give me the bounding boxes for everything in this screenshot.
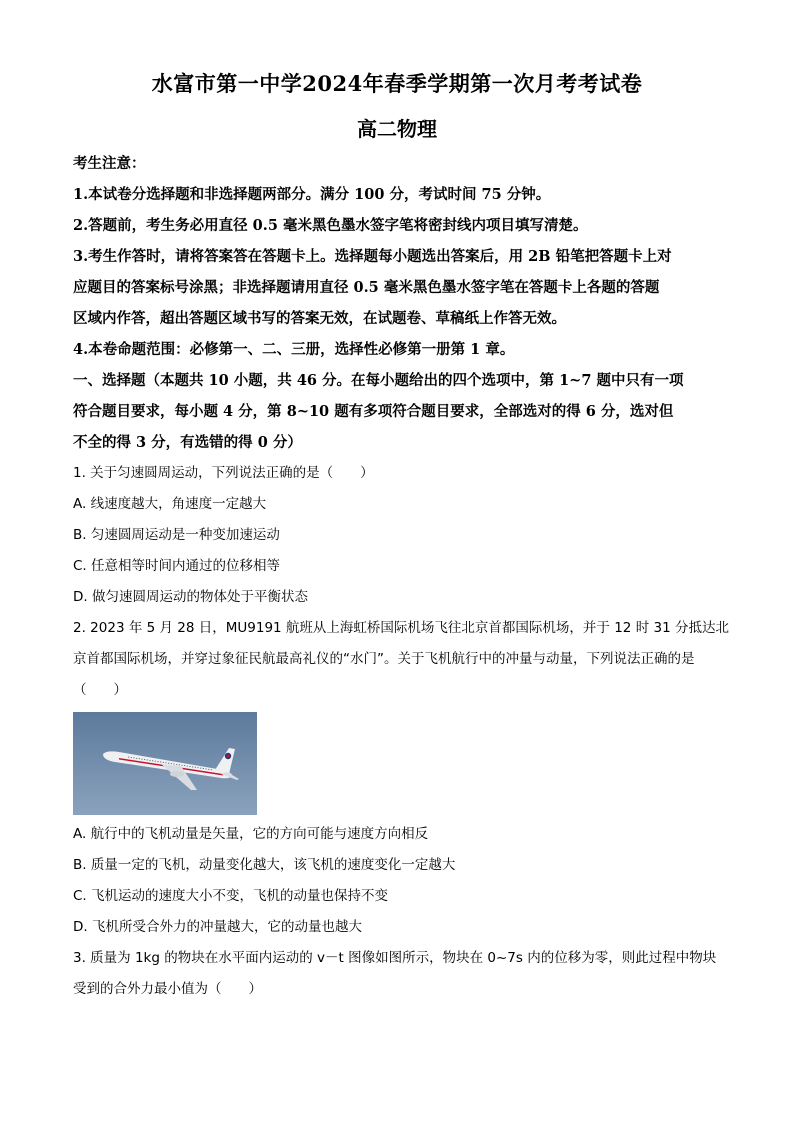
section-heading: 不全的得 3 分，有选错的得 0 分） — [73, 434, 302, 451]
exam-subtitle: 高二物理 — [357, 117, 437, 141]
q3-stem: 3. 质量为 1kg 的物块在水平面内运动的 v－t 图像如图所示，物块在 0~7s 内的位移为零，则此过程中物块 — [73, 950, 717, 966]
notice-heading: 考生注意： — [73, 155, 146, 172]
q2-option: A. 航行中的飞机动量是矢量，它的方向可能与速度方向相反 — [73, 826, 429, 842]
q2-option: C. 飞机运动的速度大小不变，飞机的动量也保持不变 — [73, 888, 389, 904]
q2-option: B. 质量一定的飞机，动量变化越大，该飞机的速度变化一定越大 — [73, 857, 456, 873]
notice-item: 3.考生作答时，请将答案答在答题卡上。选择题每小题选出答案后，用 2B 铅笔把答题卡上对 — [73, 248, 672, 265]
section-heading: 符合题目要求，每小题 4 分，第 8~10 题有多项符合题目要求，全部选对的得 6 分，选对但 — [73, 403, 674, 420]
exam-content — [73, 148, 729, 1005]
notice-item: 4.本卷命题范围：必修第一、二、三册，选择性必修第一册第 1 章。 — [73, 341, 515, 358]
notice-item: 应题目的答案标号涂黑；非选择题请用直径 0.5 毫米黑色墨水签字笔在答题卡上各题的答题 — [73, 279, 660, 296]
q2-option: D. 飞机所受合外力的冲量越大，它的动量也越大 — [73, 919, 362, 935]
notice-item: 2.答题前，考生务必用直径 0.5 毫米黑色墨水签字笔将密封线内项目填写清楚。 — [73, 217, 588, 234]
q2-stem: 京首都国际机场，并穿过象征民航最高礼仪的“水门”。关于飞机航行中的冲量与动量，下列说法正确的是 — [73, 651, 695, 667]
notice-item: 1.本试卷分选择题和非选择题两部分。满分 100 分，考试时间 75 分钟。 — [73, 186, 551, 203]
q2-stem: 2. 2023 年 5 月 28 日，MU9191 航班从上海虹桥国际机场飞往北京首都国际机场，并于 12 时 31 分抵达北 — [73, 620, 729, 636]
q1-option: B. 匀速圆周运动是一种变加速运动 — [73, 527, 280, 543]
q1-option: D. 做匀速圆周运动的物体处于平衡状态 — [73, 589, 308, 605]
q1-option: C. 任意相等时间内通过的位移相等 — [73, 558, 281, 574]
notice-item: 区域内作答，超出答题区域书写的答案无效，在试题卷、草稿纸上作答无效。 — [73, 310, 566, 327]
q1-option: A. 线速度越大，角速度一定越大 — [73, 496, 267, 512]
q3-stem: 受到的合外力最小值为（ ） — [73, 981, 262, 997]
section-heading: 一、选择题（本题共 10 小题，共 46 分。在每小题给出的四个选项中，第 1~7 题中只有一项 — [73, 372, 684, 389]
exam-title: 水富市第一中学2024年春季学期第一次月考考试卷 — [151, 71, 643, 96]
q1-stem: 1. 关于匀速圆周运动，下列说法正确的是（ ） — [73, 465, 374, 481]
q2-stem: （ ） — [73, 682, 127, 698]
airplane-photo — [73, 712, 257, 815]
